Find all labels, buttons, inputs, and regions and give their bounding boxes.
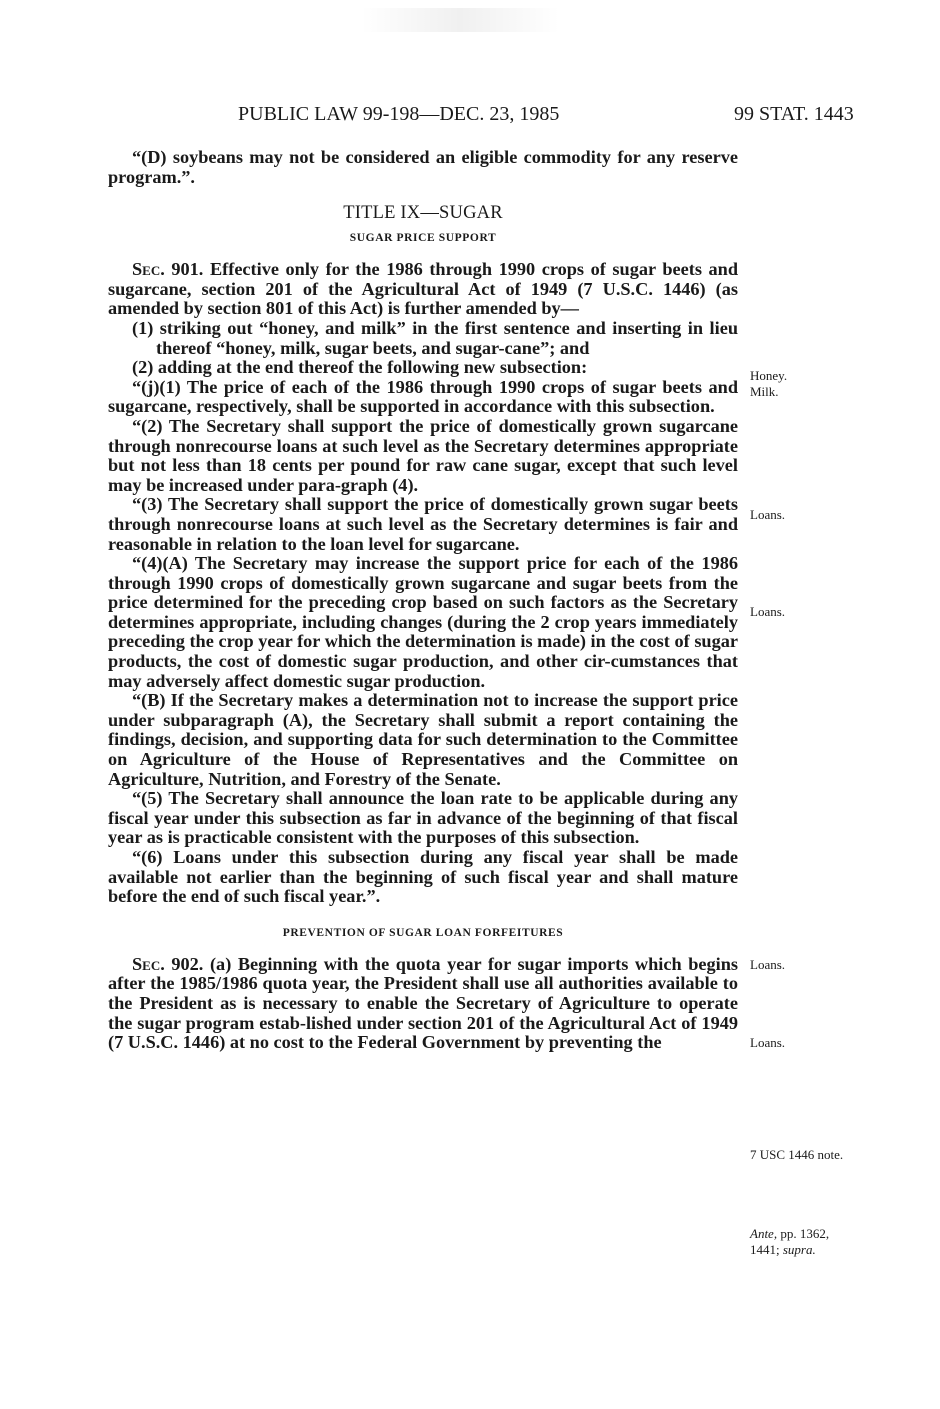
running-header-right: 99 STAT. 1443 xyxy=(734,103,854,125)
section-subheading: SUGAR PRICE SUPPORT xyxy=(349,232,497,245)
show-through-smudge xyxy=(360,8,560,32)
paragraph-d-soybeans: “(D) soybeans may not be considered an eligible commodity for any reserve program.”. xyxy=(108,147,738,187)
supra-italic: supra. xyxy=(782,1242,816,1257)
margin-note-loans: Loans. xyxy=(750,957,786,972)
margin-note-loans: Loans. xyxy=(750,1035,786,1050)
ante-pages: pp. 1362, xyxy=(777,1226,830,1241)
section-902 xyxy=(108,955,738,1053)
margin-note-usc: 7 USC 1446 note. xyxy=(750,1147,844,1162)
subsection-j6: “(6) Loans under this subsection during any fiscal year shall be made available not earlier than the beginning of such fiscal year and shall mature before the end of such fiscal year.”. xyxy=(108,847,738,907)
section-label: Sec. xyxy=(132,259,165,280)
subsection-j2: “(2) The Secretary shall support the price of domestically grown sugarcane through nonrecourse loans at such level as the Secretary determines appropriate but not less than 18 cents per pound for raw cane sugar, except that such level may be increased under para-graph (4). xyxy=(108,415,738,495)
subsection-j4b: “(B) If the Secretary makes a determination not to increase the support price under subparagraph (A), the Secretary shall submit a report containing the findings, decision, and supporting data for such determination to the Committee on Agriculture of the House of Representatives and the Committee on Agriculture, Nutrition, and Forestry of the Senate. xyxy=(108,690,738,789)
margin-note-honey: Honey. xyxy=(750,368,788,383)
section-label: Sec. xyxy=(132,953,165,974)
subsection-j4a: “(4)(A) The Secretary may increase the support price for each of the 1986 through 1990 crops of domestically grown sugarcane and sugar beets from the price determined for the preceding crop based on such factors as the Secretary determines appropriate, including changes (during the 2 crop years immediately preceding the crop year for which the determination is made) in the cost of sugar products, the cost of domestic sugar production, and other cir-cumstances that may adversely affect domestic sugar production. xyxy=(108,553,738,691)
section-901 xyxy=(108,260,738,319)
running-header-left: PUBLIC LAW 99-198—DEC. 23, 1985 xyxy=(238,103,560,125)
margin-note-ante xyxy=(750,1226,829,1241)
section-901-text: 901. Effective only for the 1986 through 1990 crops of sugar beets and sugarcane, section 201 of the Agricultural Act of 1949 (7 U.S.C. 1446) (as amended by section 801 of this Act) is further amended by— xyxy=(108,259,738,319)
amendment-item-1: (1) striking out “honey, and milk” in the first sentence and inserting in lieu thereof “honey, milk, sugar beets, and sugar-cane”; and xyxy=(132,317,738,358)
section-902-text: 902. (a) Beginning with the quota year for sugar imports which begins after the 1985/1986 quota year, the President shall use all authorities available to the President as is necessary to enable the Secretary of Agriculture to operate the sugar program estab-lished under section 201 of the Agricultural Act of 1949 (7 U.S.C. 1446) at no cost to the Federal Government by preventing the xyxy=(108,953,738,1053)
subsection-j5: “(5) The Secretary shall announce the loan rate to be applicable during any fiscal year under this subsection as far in advance of the beginning of that fiscal year as is practicable consistent with the purposes of this subsection. xyxy=(108,788,738,848)
margin-note-supra xyxy=(750,1242,816,1257)
ante-pages-2: 1441; xyxy=(750,1242,780,1257)
margin-note-loans: Loans. xyxy=(750,604,786,619)
subsection-j3: “(3) The Secretary shall support the price of domestically grown sugar beets through nonrecourse loans at such level as the Secretary determines is fair and reasonable in relation to the loan level for sugarcane. xyxy=(108,494,738,554)
section-subheading: PREVENTION OF SUGAR LOAN FORFEITURES xyxy=(282,926,564,939)
ante-italic: Ante, xyxy=(750,1226,778,1241)
title-heading: TITLE IX—SUGAR xyxy=(343,203,503,224)
margin-note-loans: Loans. xyxy=(750,507,786,522)
margin-note-milk: Milk. xyxy=(750,384,779,399)
body-text xyxy=(108,148,738,1053)
subsection-j1: “(j)(1) The price of each of the 1986 through 1990 crops of sugar beets and sugarcane, respectively, shall be supported in accordance with this subsection. xyxy=(108,376,738,417)
amendment-item-2: (2) adding at the end thereof the following new subsection: xyxy=(132,357,588,378)
